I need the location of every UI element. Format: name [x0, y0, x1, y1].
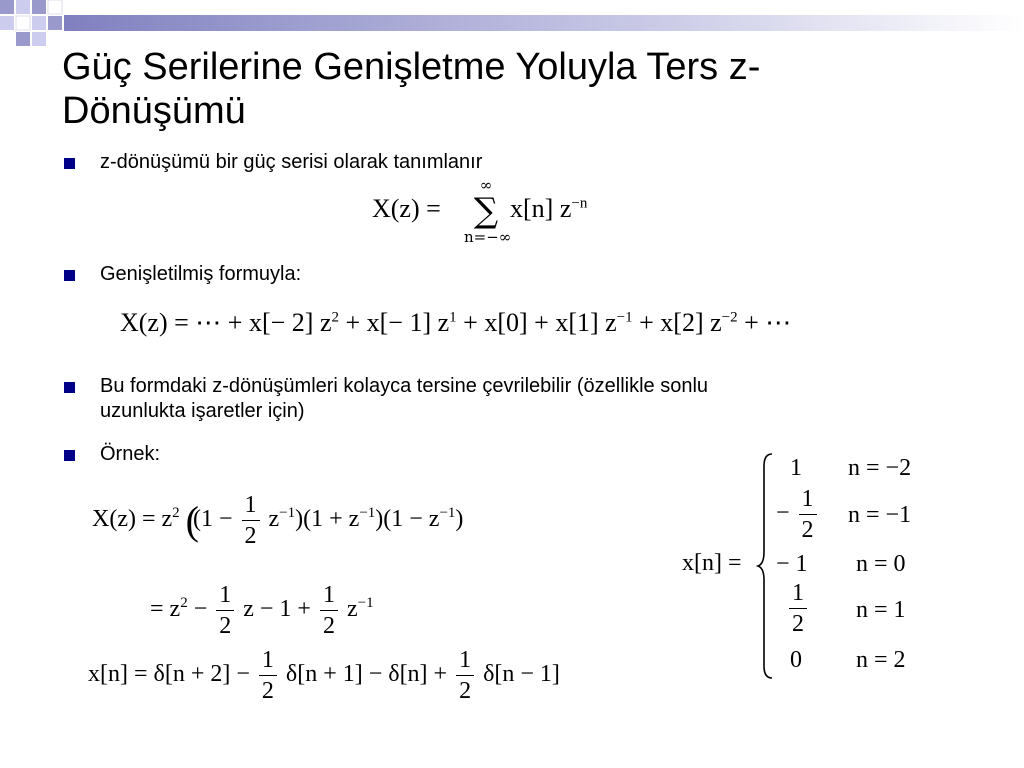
- ex2-part: −: [187, 596, 208, 623]
- ex1-part: X(z) = z: [92, 506, 173, 533]
- eq1-exp: −n: [571, 195, 588, 212]
- sum-lower: n=−∞: [464, 228, 512, 246]
- fraction-numerator: 1: [320, 580, 338, 611]
- fraction: [259, 645, 277, 706]
- ex2-exp: −1: [357, 595, 374, 612]
- fraction-numerator: 1: [789, 578, 807, 609]
- ex2-part: = z: [150, 596, 181, 623]
- minus-sign: −: [776, 500, 790, 527]
- piecewise-row-3-cond: n = 0: [856, 551, 906, 577]
- ex1-exp: −1: [439, 505, 456, 522]
- piecewise-row-4-value: [786, 578, 810, 639]
- eq2-part: + x[0] + x[1] z: [456, 308, 617, 337]
- fraction-denominator: 2: [219, 613, 232, 639]
- eq2-part: + x[− 1] z: [338, 308, 450, 337]
- piecewise-row-1-value: 1: [790, 455, 802, 481]
- bullet-text-1: z-dönüşümü bir güç serisi olarak tanımlanır: [100, 151, 483, 173]
- fraction-numerator: 1: [216, 580, 234, 611]
- slide-title: [62, 45, 962, 133]
- bullet-marker: [64, 450, 75, 461]
- eq2-part: X(z) = ⋯ + x[− 2] z: [120, 308, 332, 337]
- piecewise-row-1-cond: n = −2: [848, 455, 912, 481]
- bullet-text-2: Genişletilmiş formuyla:: [100, 263, 302, 285]
- ex1-part: z: [268, 506, 280, 533]
- eq2-exp: −2: [721, 309, 738, 326]
- piecewise-lhs: x[n] =: [682, 550, 742, 576]
- sum-upper: ∞: [479, 176, 493, 194]
- bullet-text-3: [100, 374, 708, 424]
- bullet-marker: [64, 270, 75, 281]
- piecewise-row-2-cond: n = −1: [848, 502, 912, 528]
- fraction-numerator: 1: [242, 490, 260, 521]
- piecewise-row-5-cond: n = 2: [856, 647, 906, 673]
- eq1-rhs-wrap: [510, 194, 587, 224]
- eq2-exp: −1: [616, 309, 633, 326]
- piecewise-row-5-value: 0: [790, 647, 802, 673]
- ex1-exp: 2: [172, 505, 180, 522]
- ex2-exp: 2: [180, 595, 188, 612]
- example-equation-3: [88, 645, 560, 706]
- ex1-exp: −1: [359, 505, 376, 522]
- ex3-part: δ[n − 1]: [483, 661, 560, 688]
- eq2-exp: 2: [331, 309, 339, 326]
- ex1-part: ): [455, 506, 464, 533]
- fraction: [320, 580, 338, 641]
- piecewise-row-2-value: [776, 484, 820, 545]
- fraction: [789, 578, 807, 639]
- fraction-denominator: 2: [459, 678, 472, 704]
- big-paren: (: [185, 498, 199, 543]
- eq2-exp: 1: [449, 309, 457, 326]
- fraction-denominator: 2: [792, 611, 804, 637]
- ex3-part: x[n] = δ[n + 2] −: [88, 661, 250, 688]
- fraction-numerator: 1: [799, 484, 817, 515]
- ex1-exp: −1: [279, 505, 296, 522]
- example-equation-2: [150, 580, 374, 641]
- example-equation-1: [92, 490, 463, 551]
- eq1-lhs: X(z) =: [372, 194, 441, 223]
- eq1-rhs: x[n] z: [510, 194, 572, 223]
- fraction-numerator: 1: [259, 645, 277, 676]
- title-line-2: Dönüşümü: [62, 90, 246, 132]
- title-line-1: Güç Serilerine Genişletme Yoluyla Ters z-: [62, 46, 761, 88]
- sum-symbol: ∑: [473, 191, 499, 231]
- fraction-numerator: 1: [456, 645, 474, 676]
- fraction-denominator: 2: [244, 523, 257, 549]
- curly-brace: [756, 452, 776, 680]
- bullet-marker: [64, 382, 75, 393]
- fraction-denominator: 2: [261, 678, 274, 704]
- ex2-part: z: [346, 596, 358, 623]
- fraction-denominator: 2: [801, 517, 814, 543]
- piecewise-row-3-value: − 1: [776, 551, 808, 577]
- fraction: [216, 580, 234, 641]
- fraction-denominator: 2: [322, 613, 335, 639]
- ex3-part: δ[n + 1] − δ[n] +: [285, 661, 448, 688]
- bullet-3-line-2: uzunlukta işaretler için): [100, 400, 305, 422]
- ex2-part: z − 1 +: [243, 596, 311, 623]
- piecewise-row-4-cond: n = 1: [856, 597, 906, 623]
- ex1-part: )(1 + z: [295, 506, 360, 533]
- bullet-text-4: Örnek:: [100, 443, 161, 465]
- fraction: [242, 490, 260, 551]
- sum-block: [464, 176, 512, 246]
- fraction: [456, 645, 474, 706]
- eq2-part: + ⋯: [737, 308, 792, 337]
- bullet-marker: [64, 158, 75, 169]
- ex1-part: )(1 − z: [375, 506, 440, 533]
- ex1-part: (1 −: [192, 506, 233, 533]
- fraction: [799, 484, 817, 545]
- bullet-3-line-1: Bu formdaki z-dönüşümleri kolayca tersine çevrilebilir (özellikle sonlu: [100, 375, 709, 397]
- definition-equation: [372, 194, 441, 224]
- expanded-equation: [120, 308, 791, 338]
- eq2-part: + x[2] z: [632, 308, 722, 337]
